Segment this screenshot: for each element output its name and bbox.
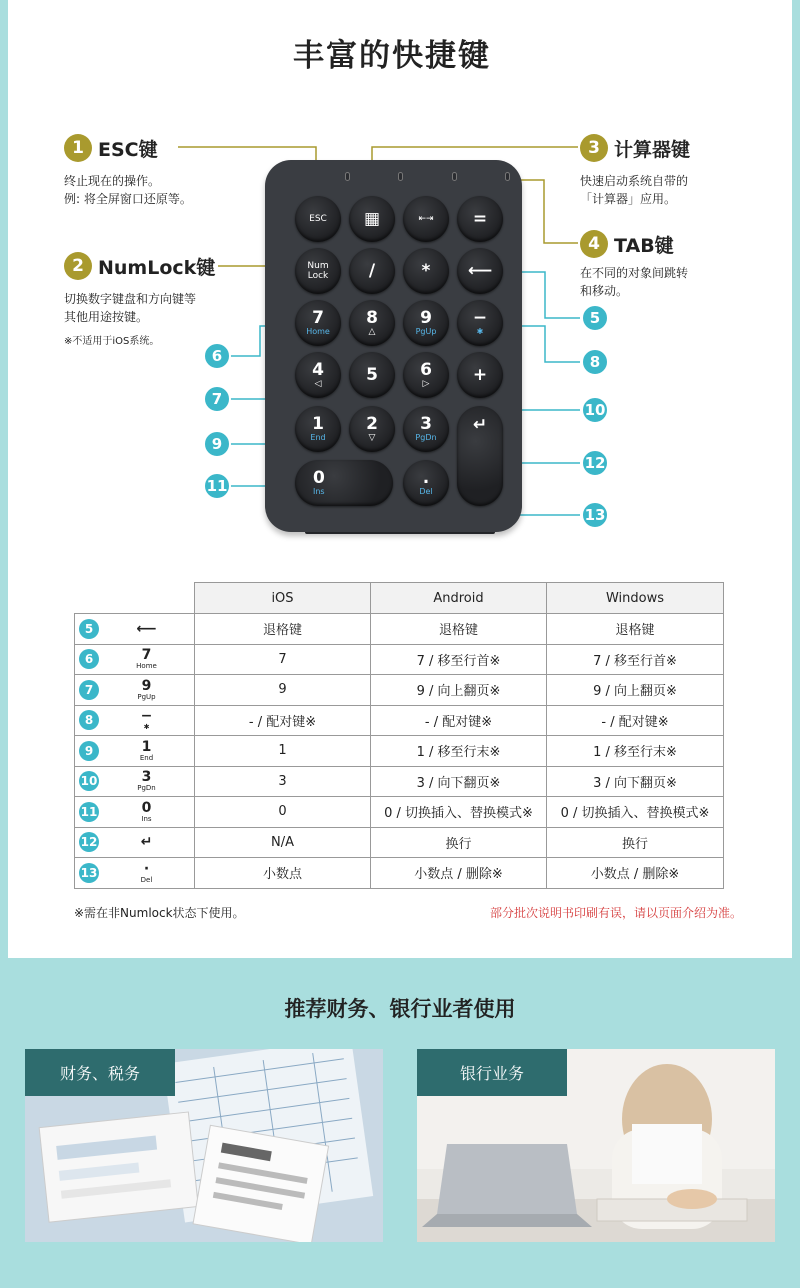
key-symbol [99, 835, 194, 849]
windows-cell: 9 / 向上翻页※ [547, 675, 724, 706]
bluetooth-led [452, 172, 457, 181]
key-glyph: 1 [141, 738, 152, 755]
key-sublabel: Home [136, 662, 157, 671]
calculator-icon: ▦ [363, 209, 381, 229]
header-windows: Windows [547, 583, 724, 614]
row-number-badge: 11 [79, 802, 99, 822]
android-cell: 换行 [371, 827, 547, 858]
key-cell [75, 614, 195, 645]
callout-13: 13 [581, 501, 609, 529]
key-symbol [99, 709, 194, 731]
ios-cell: - / 配对键※ [195, 705, 371, 736]
asterisk-key[interactable]: * [403, 248, 449, 294]
slash-key[interactable]: / [349, 248, 395, 294]
enter-icon: ↵ [472, 415, 488, 435]
table-header-row [75, 583, 724, 614]
ios-cell: 9 [195, 675, 371, 706]
key-glyph: ↵ [140, 834, 153, 851]
ios-cell: 小数点 [195, 858, 371, 889]
number-badge: 2 [64, 252, 92, 280]
row-number-badge: 6 [79, 649, 99, 669]
minus-key[interactable]: − ✱ [457, 300, 503, 346]
plus-key[interactable]: + [457, 352, 503, 398]
disclaimer: 部分批次说明书印刷有误，请以页面介绍为准。 [489, 906, 742, 920]
number-badge: 1 [64, 134, 92, 162]
key-1[interactable]: 1 End [295, 406, 341, 452]
key-sublabel: Del [140, 875, 153, 884]
ios-cell: N/A [195, 827, 371, 858]
numlock-led [398, 172, 403, 181]
android-cell: - / 配对键※ [371, 705, 547, 736]
callout-9: 9 [203, 430, 231, 458]
key-symbol [99, 679, 194, 701]
row-number-badge: 5 [79, 619, 99, 639]
key-cell [75, 827, 195, 858]
key-glyph: ⟵ [136, 620, 157, 637]
table-row [75, 827, 724, 858]
windows-cell: 换行 [547, 827, 724, 858]
table-row [75, 766, 724, 797]
key-sublabel: End [139, 753, 154, 762]
row-number-badge: 7 [79, 680, 99, 700]
windows-cell: 小数点 / 删除※ [547, 858, 724, 889]
android-cell: 7 / 移至行首※ [371, 644, 547, 675]
key-glyph: 0 [141, 799, 152, 816]
row-number-badge: 10 [79, 771, 99, 791]
android-cell: 3 / 向下翻页※ [371, 766, 547, 797]
annotation-desc: 终止现在的操作。 例: 将全屏窗口还原等。 [64, 174, 192, 206]
key-sublabel: ✱ [143, 723, 150, 732]
table-row [75, 705, 724, 736]
key-cell [75, 644, 195, 675]
ios-cell: 退格键 [195, 614, 371, 645]
key-cell [75, 766, 195, 797]
callout-5: 5 [581, 304, 609, 332]
annotation-note: ※不适用于iOS系统。 [64, 336, 160, 347]
row-number-badge: 9 [79, 741, 99, 761]
android-cell: 1 / 移至行末※ [371, 736, 547, 767]
table-row [75, 644, 724, 675]
key-6[interactable]: 6 ▷ [403, 352, 449, 398]
annotation-numlock [64, 252, 215, 347]
key-symbol [99, 862, 194, 884]
table-row [75, 675, 724, 706]
android-cell: 9 / 向上翻页※ [371, 675, 547, 706]
annotation-label: NumLock键 [98, 256, 216, 279]
shortcut-table [74, 582, 724, 889]
key-7[interactable]: 7 Home [295, 300, 341, 346]
key-cell [75, 736, 195, 767]
tab-key[interactable] [403, 196, 449, 242]
backspace-key[interactable] [457, 248, 503, 294]
row-number-badge: 8 [79, 710, 99, 730]
key-sublabel: PgDn [137, 784, 156, 793]
key-cell [75, 858, 195, 889]
windows-cell: 0 / 切换插入、替换模式※ [547, 797, 724, 828]
header-ios: iOS [195, 583, 371, 614]
annotation-label: TAB键 [614, 234, 674, 257]
numeric-keypad [265, 160, 522, 532]
annotation-esc [64, 134, 192, 208]
annotation-label: 计算器键 [614, 138, 691, 161]
photo-finance [25, 1049, 383, 1242]
annotation-calculator [580, 134, 690, 208]
callout-11: 11 [203, 472, 231, 500]
footnote: ※需在非Numlock状态下使用。 [74, 906, 245, 920]
key-symbol [99, 622, 194, 636]
key-symbol [99, 801, 194, 823]
key-glyph: · [143, 860, 150, 877]
photo-banking [417, 1049, 775, 1242]
android-cell: 小数点 / 删除※ [371, 858, 547, 889]
ios-cell: 7 [195, 644, 371, 675]
number-badge: 3 [580, 134, 608, 162]
annotation-tab [580, 230, 688, 300]
windows-cell: 退格键 [547, 614, 724, 645]
key-cell [75, 705, 195, 736]
table-row [75, 614, 724, 645]
key-symbol [99, 770, 194, 792]
key-9[interactable]: 9 PgUp [403, 300, 449, 346]
ios-cell: 1 [195, 736, 371, 767]
table-corner [75, 583, 195, 614]
key-5[interactable]: 5 [349, 352, 395, 398]
key-2[interactable]: 2 ▽ [349, 406, 395, 452]
number-badge: 4 [580, 230, 608, 258]
key-glyph: − [140, 708, 153, 725]
windows-cell: 7 / 移至行首※ [547, 644, 724, 675]
windows-cell: - / 配对键※ [547, 705, 724, 736]
annotation-label: ESC键 [98, 138, 158, 161]
callout-10: 10 [581, 396, 609, 424]
tab-icon: ⇤⇥ [418, 214, 434, 224]
row-number-badge: 12 [79, 832, 99, 852]
row-number-badge: 13 [79, 863, 99, 883]
key-symbol [99, 740, 194, 762]
windows-cell: 3 / 向下翻页※ [547, 766, 724, 797]
android-cell: 退格键 [371, 614, 547, 645]
windows-cell: 1 / 移至行末※ [547, 736, 724, 767]
table-row [75, 797, 724, 828]
callout-6: 6 [203, 342, 231, 370]
key-cell [75, 797, 195, 828]
annotation-desc: 快速启动系统自带的 「计算器」应用。 [580, 174, 689, 206]
banking-tag: 银行业务 [417, 1049, 567, 1096]
key-3[interactable]: 3 PgDn [403, 406, 449, 452]
enter-key[interactable] [457, 406, 503, 506]
key-glyph: 7 [141, 647, 152, 664]
equal-key[interactable]: = [457, 196, 503, 242]
backspace-icon: ⟵ [467, 261, 493, 281]
key-sublabel: Ins [141, 814, 152, 823]
esc-key[interactable]: ESC [295, 196, 341, 242]
decimal-key[interactable]: . Del [403, 460, 449, 506]
key-symbol [99, 648, 194, 670]
battery-led [505, 172, 510, 181]
key-glyph: 9 [141, 677, 152, 694]
key-8[interactable]: 8 △ [349, 300, 395, 346]
key-0[interactable]: 0 Ins [295, 460, 393, 506]
page-title: 丰富的快捷键 [293, 38, 491, 74]
key-glyph: 3 [141, 769, 152, 786]
key-4[interactable]: 4 ◁ [295, 352, 341, 398]
calculator-key[interactable] [349, 196, 395, 242]
bluetooth-icon: ✱ [476, 327, 484, 336]
table-row [75, 858, 724, 889]
android-cell: 0 / 切换插入、替换模式※ [371, 797, 547, 828]
table-row [75, 736, 724, 767]
ios-cell: 0 [195, 797, 371, 828]
ios-cell: 3 [195, 766, 371, 797]
power-led [345, 172, 350, 181]
header-android: Android [371, 583, 547, 614]
key-cell [75, 675, 195, 706]
numlock-key[interactable]: Num Lock [295, 248, 341, 294]
key-sublabel: PgUp [137, 692, 156, 701]
callout-12: 12 [581, 449, 609, 477]
annotation-desc: 在不同的对象间跳转 和移动。 [580, 266, 689, 298]
callout-7: 7 [203, 385, 231, 413]
callout-8: 8 [581, 348, 609, 376]
annotation-desc: 切换数字键盘和方向键等 其他用途按键。 [64, 292, 197, 324]
recommend-title: 推荐财务、银行业者使用 [284, 997, 516, 1021]
finance-tag: 财务、税务 [25, 1049, 175, 1096]
